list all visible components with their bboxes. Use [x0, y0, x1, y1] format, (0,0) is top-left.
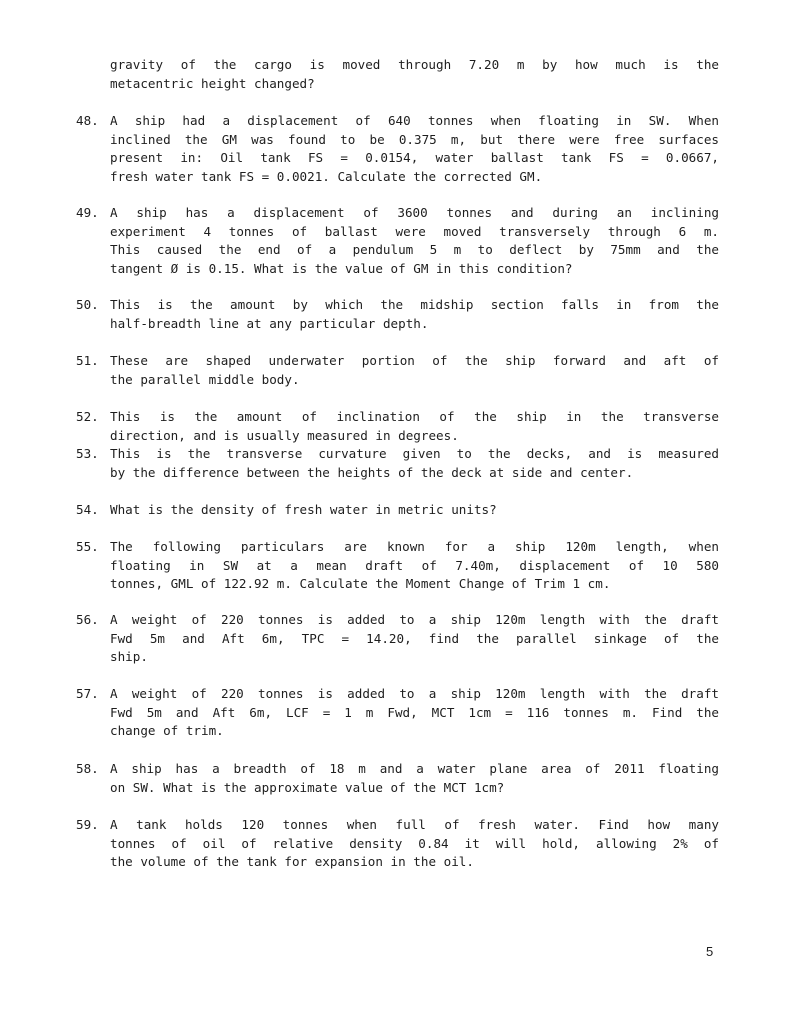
question-number: 56. [76, 612, 99, 627]
question-text-line: A ship has a displacement of 3600 tonnes and during an inclining [110, 205, 719, 220]
question-number: 58. [76, 761, 99, 776]
question-number: 54. [76, 502, 99, 517]
question-text-line: This caused the end of a pendulum 5 m to deflect by 75mm and the [110, 242, 719, 257]
question-text-line: the volume of the tank for expansion in the oil. [110, 854, 474, 869]
question-text-line: A weight of 220 tonnes is added to a ship 120m length with the draft [110, 686, 719, 701]
question-text-line: on SW. What is the approximate value of the MCT 1cm? [110, 779, 505, 795]
question-text-line: ship. [110, 649, 148, 664]
question-number: 51. [76, 353, 99, 368]
question-text-line: A ship had a displacement of 640 tonnes when floating in SW. When [110, 113, 719, 128]
question-text-line: What is the density of fresh water in metric units? [110, 502, 497, 517]
question-text-line: The following particulars are known for a ship 120m length, when [110, 539, 719, 554]
question-text-line: tangent Ø is 0.15. What is the value of GM in this condition? [110, 260, 573, 276]
question-text-line: half-breadth line at any particular depth. [110, 315, 429, 331]
question-text-line: This is the amount of inclination of the ship in the transverse [110, 409, 719, 424]
question-number: 50. [76, 297, 99, 312]
intro-line: metacentric height changed? [110, 75, 315, 91]
question-text-line: tonnes, GML of 122.92 m. Calculate the Moment Change of Trim 1 cm. [110, 576, 611, 591]
question-text-line: present in: Oil tank FS = 0.0154, water ballast tank FS = 0.0667, [110, 150, 719, 165]
question-text-line: This is the amount by which the midship section falls in from the [110, 297, 719, 312]
question-text-line: by the difference between the heights of the deck at side and center. [110, 464, 634, 480]
question-text-line: change of trim. [110, 723, 224, 738]
question-text-line: fresh water tank FS = 0.0021. Calculate the corrected GM. [110, 168, 543, 184]
question-text-line: Fwd 5m and Aft 6m, TPC = 14.20, find the parallel sinkage of the [110, 630, 719, 646]
question-text-line: These are shaped underwater portion of the ship forward and aft of [110, 353, 719, 368]
question-text-line: A ship has a breadth of 18 m and a water plane area of 2011 floating [110, 761, 719, 776]
question-number: 48. [76, 113, 99, 128]
question-text-line: A tank holds 120 tonnes when full of fresh water. Find how many [110, 817, 719, 832]
page-number: 5 [706, 944, 714, 959]
question-text-line: tonnes of oil of relative density 0.84 it will hold, allowing 2% of [110, 835, 719, 851]
question-text-line: Fwd 5m and Aft 6m, LCF = 1 m Fwd, MCT 1cm = 116 tonnes m. Find the [110, 704, 719, 720]
question-number: 55. [76, 539, 99, 554]
question-number: 57. [76, 686, 99, 701]
question-number: 52. [76, 409, 99, 424]
question-text-line: This is the transverse curvature given to the decks, and is measured [110, 446, 719, 461]
question-text-line: experiment 4 tonnes of ballast were moved transversely through 6 m. [110, 223, 719, 239]
question-text-line: A weight of 220 tonnes is added to a ship 120m length with the draft [110, 612, 719, 627]
question-text-line: direction, and is usually measured in degrees. [110, 427, 459, 443]
question-text-line: inclined the GM was found to be 0.375 m, but there were free surfaces [110, 131, 719, 147]
question-text-line: floating in SW at a mean draft of 7.40m, displacement of 10 580 [110, 557, 719, 573]
question-number: 59. [76, 817, 99, 832]
intro-line: gravity of the cargo is moved through 7.20 m by how much is the [110, 57, 719, 72]
question-number: 49. [76, 205, 99, 220]
question-number: 53. [76, 446, 99, 461]
question-text-line: the parallel middle body. [110, 371, 300, 387]
